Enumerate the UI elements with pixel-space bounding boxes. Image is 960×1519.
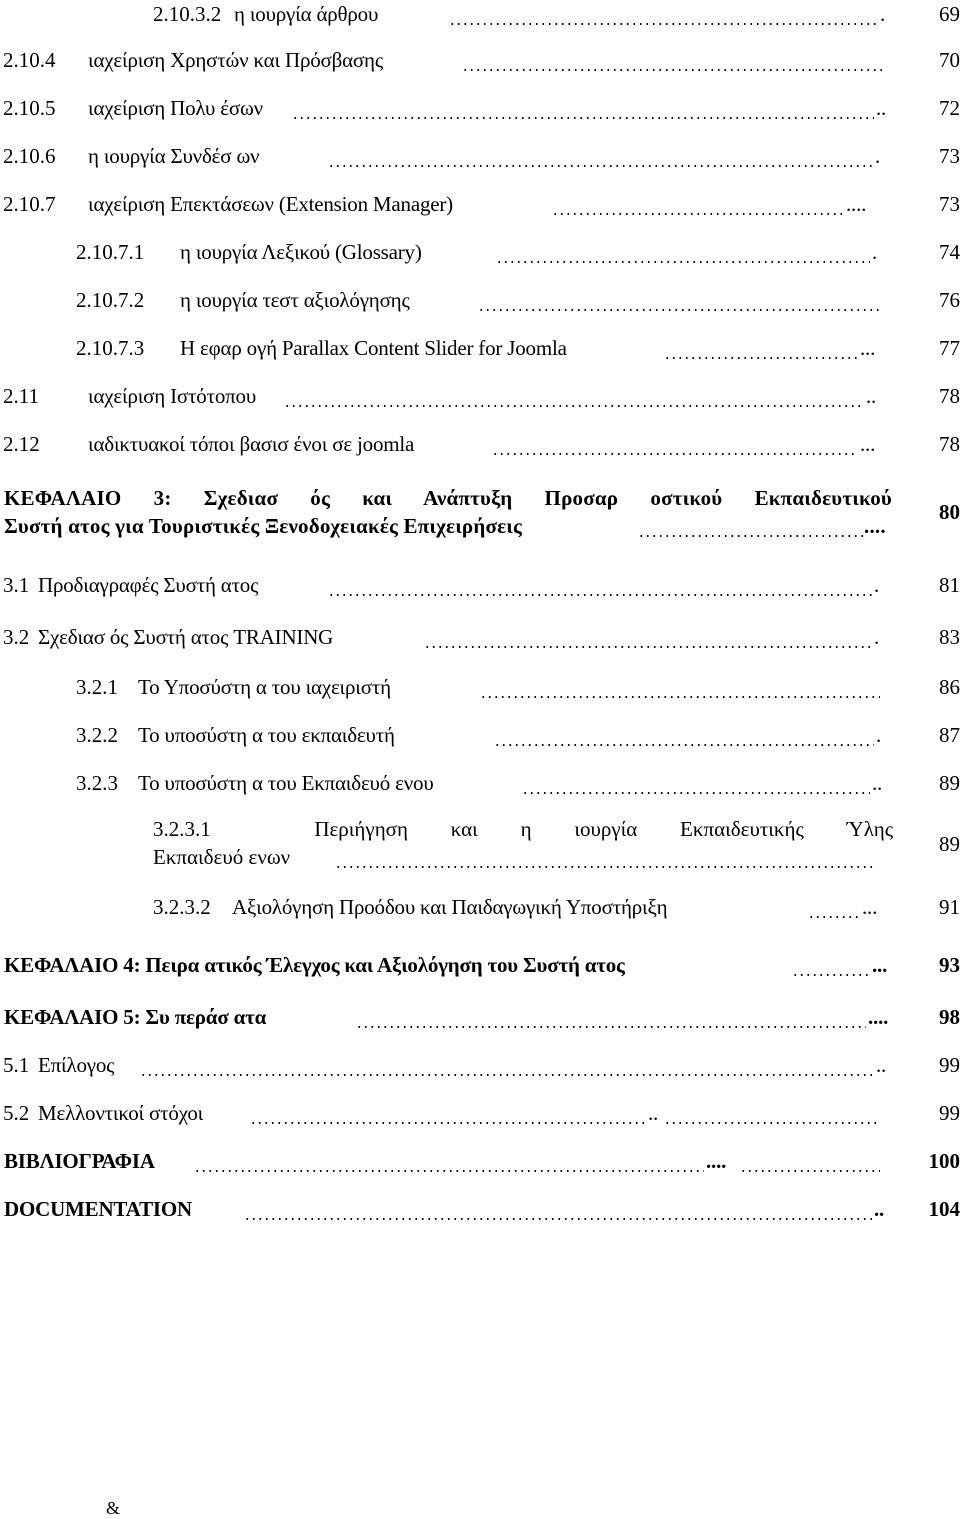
toc-entry[interactable]: [0, 721, 960, 761]
toc-entry-label-line1: Περιήγηση και η ιουργία Εκπαιδευτικής Ύλης: [314, 817, 894, 841]
toc-entry-number: 5.1: [3, 1053, 30, 1077]
toc-entry-multiline[interactable]: [153, 815, 893, 871]
toc-entry-page: 69: [939, 2, 960, 26]
dot-leader: [284, 405, 864, 407]
chapter-title-line1: ΚΕΦΑΛΑΙΟ 3: Σχεδιασ ός και Ανάπτυξη Προσαρ οστικού Εκπαιδευτικού: [4, 486, 892, 510]
toc-entry-page: 98: [939, 1005, 960, 1029]
toc-entry-tail: ....: [846, 192, 867, 216]
toc-entry-label: Η εφαρ ογή Parallax Content Slider for Joomla: [180, 336, 567, 360]
toc-entry-tail: .: [874, 573, 880, 597]
toc-entry-tail: ..: [876, 96, 887, 120]
toc-entry-page: 100: [928, 1149, 960, 1173]
toc-chapter-heading[interactable]: [0, 1147, 960, 1187]
toc-entry-number: 2.10.7.2: [76, 288, 145, 312]
toc-entry-tail: ..: [874, 1197, 885, 1221]
dot-leader: [292, 117, 874, 119]
dot-leader: [496, 261, 870, 263]
toc-entry-page: 73: [939, 144, 960, 168]
toc-entry-tail: .: [874, 625, 880, 649]
toc-entry-page: 87: [939, 723, 960, 747]
toc-entry-page: 93: [939, 953, 960, 977]
toc-entry-number: 5.2: [3, 1101, 30, 1125]
toc-entry-label-line2: Εκπαιδευό ενων: [153, 845, 291, 869]
toc-entry-tail: ...: [860, 432, 876, 456]
toc-entry-tail: .: [872, 240, 878, 264]
toc-entry-tail: ...: [862, 895, 878, 919]
toc-entry-label: Μελλοντικοί στόχοι: [38, 1101, 204, 1125]
dot-leader: [424, 646, 872, 648]
toc-entry[interactable]: [0, 94, 960, 134]
toc-entry-number: 3.2.2: [76, 723, 118, 747]
dot-leader: [492, 453, 858, 455]
toc-entry-number: 2.10.7.1: [76, 240, 145, 264]
dot-leader: [552, 213, 844, 215]
toc-entry-page: 70: [939, 48, 960, 72]
dot-leader: [449, 23, 879, 25]
toc-entry-page: 77: [939, 336, 960, 360]
dot-leader: [480, 696, 880, 698]
toc-entry-label: Αξιολόγηση Προόδου και Παιδαγωγική Υποστήριξη: [232, 895, 668, 919]
toc-entry-line1-wrap: [153, 815, 893, 843]
toc-entry-number: 3.2.3.2: [153, 895, 211, 919]
toc-entry-number: 3.1: [3, 573, 30, 597]
toc-entry[interactable]: [0, 623, 960, 663]
toc-entry-page: 81: [939, 573, 960, 597]
toc-entry-tail: .: [876, 723, 882, 747]
toc-entry[interactable]: [0, 334, 960, 374]
toc-entry[interactable]: [0, 382, 960, 422]
dot-leader: [478, 309, 880, 311]
dot-leader: [194, 1170, 704, 1172]
dot-leader: [140, 1074, 874, 1076]
toc-chapter-heading[interactable]: [4, 484, 892, 540]
toc-entry-tail: ....: [868, 1005, 889, 1029]
toc-entry-label: ιαχείριση Επεκτάσεων (Extension Manager): [88, 192, 453, 216]
toc-chapter-heading[interactable]: [0, 1003, 960, 1043]
toc-entry-label: Το Υποσύστη α του ιαχειριστή: [138, 675, 391, 699]
toc-entry-page: 86: [939, 675, 960, 699]
toc-entry-label: Επίλογος: [38, 1053, 115, 1077]
toc-entry-number: 2.10.6: [3, 144, 56, 168]
toc-entry[interactable]: [0, 238, 960, 278]
toc-entry-label: η ιουργία Λεξικού (Glossary): [180, 240, 422, 264]
toc-entry-label: ιαχείριση Ιστότοπου: [88, 384, 257, 408]
dot-leader: [356, 1026, 866, 1028]
dot-leader: [664, 1122, 878, 1124]
toc-entry-tail: ....: [706, 1149, 727, 1173]
toc-entry[interactable]: [0, 286, 960, 326]
toc-entry-number: 3.2.1: [76, 675, 118, 699]
toc-entry-label: ΚΕΦΑΛΑΙΟ 4: Πειρα ατικός Έλεγχος και Αξιολόγηση του Συστή ατος: [4, 953, 625, 977]
dot-leader: [638, 535, 864, 537]
dot-leader: [792, 974, 870, 976]
dot-leader: [808, 916, 860, 918]
toc-entry-number: 3.2.3.1: [153, 817, 211, 841]
toc-entry-number: 2.10.3.2: [153, 2, 222, 26]
toc-entry-page: 78: [939, 384, 960, 408]
toc-entry-page: 74: [939, 240, 960, 264]
toc-entry[interactable]: [0, 1099, 960, 1139]
toc-entry[interactable]: [0, 0, 960, 40]
toc-entry-number: 2.10.7: [3, 192, 56, 216]
dot-leader: [335, 866, 875, 868]
toc-entry[interactable]: [0, 893, 960, 933]
toc-entry-label: η ιουργία τεστ αξιολόγησης: [180, 288, 410, 312]
toc-entry-number: 2.12: [3, 432, 40, 456]
toc-entry[interactable]: [0, 571, 960, 611]
chapter-title-line2: Συστή ατος για Τουριστικές Ξενοδοχειακές Επιχειρήσεις: [4, 514, 523, 538]
toc-entry-page: 83: [939, 625, 960, 649]
toc-entry-number: 2.10.4: [3, 48, 56, 72]
toc-chapter-heading[interactable]: [0, 951, 960, 991]
toc-entry-label: η ιουργία Συνδέσ ων: [88, 144, 260, 168]
toc-entry-page: 78: [939, 432, 960, 456]
toc-entry-label: Το υποσύστη α του εκπαιδευτή: [138, 723, 395, 747]
toc-entry-page: 104: [928, 1197, 960, 1221]
footer-symbol: &: [106, 1498, 121, 1518]
dot-leader: [250, 1122, 646, 1124]
toc-entry-page: 99: [939, 1053, 960, 1077]
toc-entry-number: 3.2: [3, 625, 30, 649]
toc-entry-number: 3.2.3: [76, 771, 118, 795]
dot-leader: [328, 594, 872, 596]
toc-entry[interactable]: [0, 769, 960, 809]
toc-entry-tail: ..: [876, 1053, 887, 1077]
dot-leader: [740, 1170, 880, 1172]
toc-entry-label: Προδιαγραφές Συστή ατος: [38, 573, 259, 597]
toc-entry-tail: ..: [866, 384, 877, 408]
toc-entry-label: Το υποσύστη α του Εκπαιδευό ενου: [138, 771, 434, 795]
toc-entry-label: η ιουργία άρθρου: [234, 2, 379, 26]
toc-entry-tail: .: [875, 144, 881, 168]
toc-entry[interactable]: [0, 1051, 960, 1091]
dot-leader: [522, 792, 870, 794]
dot-leader: [244, 1218, 872, 1220]
chapter-title-line2-wrap: [4, 512, 892, 540]
toc-entry-tail: ..: [872, 771, 883, 795]
toc-entry-label: ιαδικτυακοί τόποι βασισ ένοι σε joomla: [88, 432, 415, 456]
toc-entry-label: ΒΙΒΛΙΟΓΡΑΦΙΑ: [4, 1149, 155, 1173]
toc-entry-page: 89: [939, 832, 960, 856]
chapter-page: 80: [939, 500, 960, 524]
toc-entry-number: 2.10.5: [3, 96, 56, 120]
toc-entry-page: 91: [939, 895, 960, 919]
toc-entry-page: 89: [939, 771, 960, 795]
dot-leader: [664, 357, 858, 359]
toc-entry-number: 2.11: [3, 384, 39, 408]
toc-entry-page: 76: [939, 288, 960, 312]
toc-entry-tail: ...: [872, 953, 888, 977]
toc-entry-label: ΚΕΦΑΛΑΙΟ 5: Συ περάσ ατα: [4, 1005, 267, 1029]
toc-entry-tail: ...: [860, 336, 876, 360]
toc-entry-page: 99: [939, 1101, 960, 1125]
toc-entry-number: 2.10.7.3: [76, 336, 145, 360]
dot-leader: [328, 165, 873, 167]
chapter-tail: ....: [864, 514, 886, 538]
toc-entry[interactable]: [0, 673, 960, 713]
toc-entry-label: DOCUMENTATION: [4, 1197, 192, 1221]
toc-entry-tail: ..: [648, 1101, 659, 1125]
toc-entry-page: 72: [939, 96, 960, 120]
toc-entry-label: ιαχείριση Χρηστών και Πρόσβασης: [88, 48, 383, 72]
toc-entry-label: Σχεδιασ ός Συστή ατος TRAINING: [38, 625, 334, 649]
dot-leader: [462, 69, 882, 71]
toc-entry[interactable]: [0, 46, 960, 86]
toc-entry[interactable]: [0, 190, 960, 230]
toc-entry-tail: .: [880, 2, 886, 26]
toc-entry[interactable]: [0, 142, 960, 182]
toc-entry-label: ιαχείριση Πολυ έσων: [88, 96, 263, 120]
toc-entry-line2-wrap: [153, 843, 893, 871]
dot-leader: [494, 744, 874, 746]
toc-entry[interactable]: [0, 430, 960, 470]
toc-chapter-heading[interactable]: [0, 1195, 960, 1235]
toc-entry-page: 73: [939, 192, 960, 216]
